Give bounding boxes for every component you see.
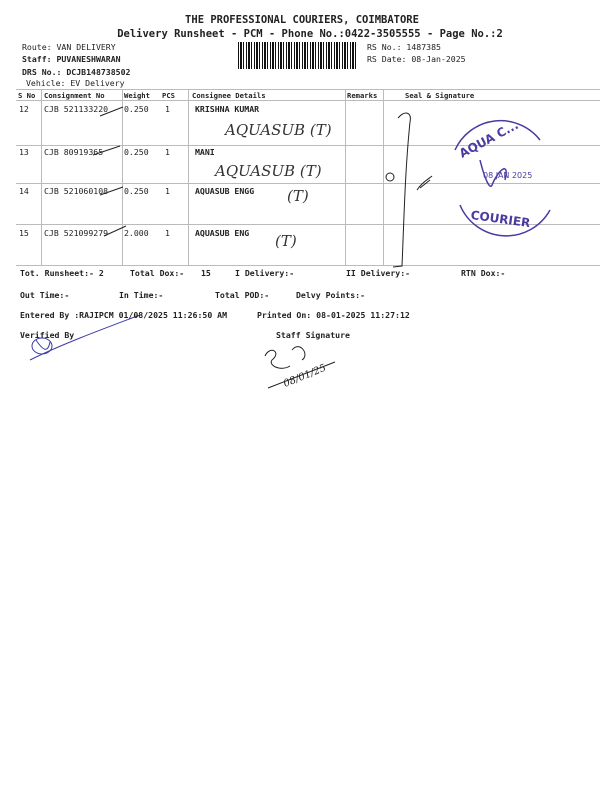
handwritten-note: (T) xyxy=(287,187,309,205)
handwritten-note: (T) xyxy=(275,232,297,250)
row-weight: 0.250 xyxy=(124,186,149,196)
in-time: In Time:- xyxy=(119,290,164,300)
entered-by: Entered By :RAJIPCM 01/08/2025 11:26:50 AM xyxy=(20,310,228,320)
company-title: THE PROFESSIONAL COURIERS, COIMBATORE xyxy=(185,14,419,26)
row-sno: 14 xyxy=(19,186,29,196)
row-weight: 2.000 xyxy=(124,228,149,238)
row-sno: 12 xyxy=(19,104,29,114)
signature-date: 08/01/25 xyxy=(282,362,328,390)
delvy-points: Delvy Points:- xyxy=(296,290,366,300)
row-sno: 15 xyxy=(19,228,29,238)
route: Route: VAN DELIVERY xyxy=(22,42,116,52)
handwritten-note: AQUASUB (T) xyxy=(215,162,322,180)
row-consignment: CJB 521099279 xyxy=(44,228,109,238)
tot-runsheet: Tot. Runsheet:- 2 xyxy=(20,268,104,278)
row-sno: 13 xyxy=(19,147,29,157)
printed-on: Printed On: 08-01-2025 11:27:12 xyxy=(257,310,410,320)
row-pcs: 1 xyxy=(165,147,170,157)
col-consignment: Consignment No xyxy=(44,91,105,100)
drs-number: DRS No.: DCJB148738502 xyxy=(22,67,131,77)
col-weight: Weight xyxy=(124,91,150,100)
col-pcs: PCS xyxy=(162,91,175,100)
col-consignee: Consignee Details xyxy=(192,91,266,100)
rtn-dox: RTN Dox:- xyxy=(461,268,506,278)
row-consignee: MANI xyxy=(195,147,215,157)
staff: Staff: PUVANESHWARAN xyxy=(22,54,121,64)
stamp-bottom-text: COURIER xyxy=(469,207,532,231)
ii-delivery: II Delivery:- xyxy=(346,268,411,278)
col-sno: S No xyxy=(18,91,36,100)
stamp-top-text: AQUA C... xyxy=(456,117,521,161)
col-remarks: Remarks xyxy=(347,91,378,100)
runsheet-subtitle: Delivery Runsheet - PCM - Phone No.:0422-3505555 - Page No.:2 xyxy=(117,28,503,40)
rs-number: RS No.: 1487385 xyxy=(367,42,441,52)
row-pcs: 1 xyxy=(165,104,170,114)
staff-signature-label: Staff Signature xyxy=(276,330,350,340)
out-time: Out Time:- xyxy=(20,290,70,300)
row-consignment: CJB 521133220 xyxy=(44,104,109,114)
vehicle: Vehicle: EV Delivery xyxy=(26,78,125,88)
row-consignee: KRISHNA KUMAR xyxy=(195,104,260,114)
row-consignee: AQUASUB ENGG xyxy=(195,186,255,196)
stamp-date: 08 JAN 2025 xyxy=(483,171,533,180)
verified-by: Verified By xyxy=(20,330,75,340)
row-weight: 0.250 xyxy=(124,147,149,157)
row-consignment: CJB 80919365 xyxy=(44,147,104,157)
row-pcs: 1 xyxy=(165,186,170,196)
row-weight: 0.250 xyxy=(124,104,149,114)
row-consignment: CJB 521060108 xyxy=(44,186,109,196)
col-seal-signature: Seal & Signature xyxy=(405,91,475,100)
total-pod: Total POD:- xyxy=(215,290,270,300)
row-consignee: AQUASUB ENG xyxy=(195,228,250,238)
row-pcs: 1 xyxy=(165,228,170,238)
total-dox-label: Total Dox:- xyxy=(130,268,185,278)
handwritten-note: AQUASUB (T) xyxy=(225,121,332,139)
rs-date: RS Date: 08-Jan-2025 xyxy=(367,54,466,64)
total-dox-value: 15 xyxy=(201,268,211,278)
i-delivery: I Delivery:- xyxy=(235,268,295,278)
